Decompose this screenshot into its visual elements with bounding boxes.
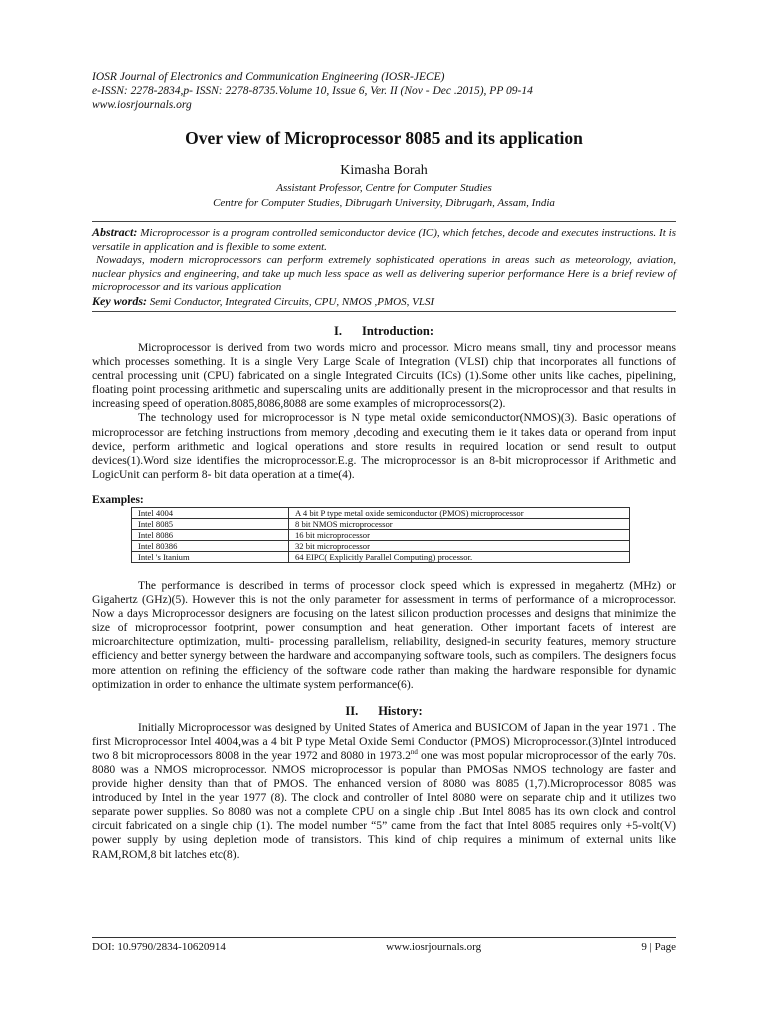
table-row xyxy=(132,507,630,518)
section-2-number: II. xyxy=(345,703,359,718)
abstract-text-1: Microprocessor is a program controlled semiconductor device (IC), which fetches, decode and executes instructions. It is versatile in application and is flexible to some extent. xyxy=(92,227,677,253)
chip-cell: Intel 8085 xyxy=(132,518,289,529)
history-text-a: Initially Microprocessor was designed by United States of America and BUSICOM of Japan in the year 1971 . The first Microprocessor Intel 4004,was a 4 bit P type Metal Oxide Semi Conductor (PMOS) Microprocessor.(3)Intel introduced two 8 bit microprocessors 8008 in the year 1972 and 8080 in 1973.2 xyxy=(92,720,676,762)
intro-paragraph-3: The performance is described in terms of processor clock speed which is expressed in megahertz (MHz) or Gigahertz (GHz)(5). However this is not the only parameter for assessment in terms of performance of a microprocessor. Now a days Microprocessor designers are focusing on the latest silicon production processes and designs that minimize the size of microprocessor footprint, power consumption and heat generation. Other important facets of interest are microarchitecture optimization, multi- processing parallelism, reliability, designed-in security features, memory structure efficiency and better synergy between the hardware and accompanying software tools, such as compilers. The designers focus more attention on refining the efficiency of the software code rather than making the hardware responsible for dynamic optimization in order to enhance the ultimate system performance(6). xyxy=(92,578,676,691)
page-footer xyxy=(92,937,676,953)
keywords-text: Semi Conductor, Integrated Circuits, CPU, NMOS ,PMOS, VLSI xyxy=(149,295,435,308)
section-1-title: Introduction: xyxy=(361,324,434,338)
chip-cell: Intel 80386 xyxy=(132,540,289,551)
journal-site[interactable]: www.iosrjournals.org xyxy=(92,99,192,111)
intro-paragraph-1: Microprocessor is derived from two words micro and processor. Micro means small, tiny and processor means which processes something. It is a single Very Large Scale of Integration (VLSI) chip that incorporates all functions of central processing unit (CPU) fabricated on a single Integrated Circuits (ICs) (1).Some other units like caches, pipelining, floating point processing arithmetic and superscaling units are additionally present in the microprocessor and that results in increasing speed of operation.8085,8086,8088 are some examples of microprocessors(2). xyxy=(92,341,676,411)
journal-issn: e-ISSN: 2278-2834,p- ISSN: 2278-8735.Volume 10, Issue 6, Ver. II (Nov - Dec .2015), PP 09-14 xyxy=(92,85,533,97)
desc-cell: 16 bit microprocessor xyxy=(289,529,630,540)
desc-cell: 32 bit microprocessor xyxy=(289,540,630,551)
journal-header xyxy=(92,70,676,112)
abstract-box xyxy=(92,221,676,312)
affiliation xyxy=(92,181,676,211)
author-name: Kimasha Borah xyxy=(340,163,428,178)
chip-cell: Intel 8086 xyxy=(132,529,289,540)
affiliation-line-2: Centre for Computer Studies, Dibrugarh University, Dibrugarh, Assam, India xyxy=(213,197,555,209)
desc-cell: A 4 bit P type metal oxide semiconductor (PMOS) microprocessor xyxy=(289,507,630,518)
section-2-heading xyxy=(92,704,676,719)
section-1-number: I. xyxy=(333,324,342,338)
examples-table xyxy=(131,507,630,563)
table-row xyxy=(132,540,630,551)
chip-cell: Intel 4004 xyxy=(132,507,289,518)
paper-title: Over view of Microprocessor 8085 and its application xyxy=(185,128,583,148)
affiliation-line-1: Assistant Professor, Centre for Computer Studies xyxy=(276,182,492,194)
table-row xyxy=(132,518,630,529)
abstract-label: Abstract: xyxy=(92,225,138,239)
section-2-title: History: xyxy=(378,703,423,718)
intro-paragraph-2: The technology used for microprocessor is N type metal oxide semiconductor(NMOS)(3). Basic operations of microprocessor are fetching instructions from memory ,decoding and executing them ie it takes data or operand from input device, perform arithmetic and logical operations and store results in required location or send result to output devices(1).Word size identifies the microprocessor.E.g. The microprocessor is an 8-bit microprocessor if Arithmetic and LogicUnit can perform 8- bit data operation at a time(4). xyxy=(92,411,676,481)
section-2-body xyxy=(92,721,676,862)
keywords-label: Key words: xyxy=(92,293,147,308)
ordinal-superscript: nd xyxy=(410,748,418,757)
chip-cell: Intel 's Itanium xyxy=(132,551,289,562)
footer-page-number: 9 | Page xyxy=(641,941,676,953)
history-paragraph-1 xyxy=(92,721,676,862)
table-row xyxy=(132,551,630,562)
section-1-heading xyxy=(92,324,676,339)
desc-cell: 8 bit NMOS microprocessor xyxy=(289,518,630,529)
section-1-body xyxy=(92,341,676,692)
footer-site[interactable]: www.iosrjournals.org xyxy=(386,941,482,953)
table-row xyxy=(132,529,630,540)
journal-name: IOSR Journal of Electronics and Communication Engineering (IOSR-JECE) xyxy=(92,71,445,83)
desc-cell: 64 EIPC( Explicitly Parallel Computing) processor. xyxy=(289,551,630,562)
paper-page xyxy=(92,70,676,862)
footer-doi: DOI: 10.9790/2834-10620914 xyxy=(92,941,226,953)
examples-label: Examples: xyxy=(92,493,144,506)
history-text-b: one was most popular microprocessor of the early 70s. 8080 was a NMOS microprocessor. NMOS microprocessor is popular than PMOSas NMOS technology are faster and provide higher density than that of PMOS. The enhanced version of 8080 was 8085 (1,7).Microprocessor 8085 was introduced by Intel in the year 1977 (8). The clock and controller of Intel 8080 were on separate chip and it utilizes two separate power supplies. So 8080 was not a complete CPU on a single chip .But Intel 8085 has its own clock and control circuit fabricated on a single chip (1). The model number “5” came from the fact that Intel 8085 requires only +5-volt(V) power supply by using depletion mode of transistors. This kind of chip requires a minimum of external units like RAM,ROM,8 bit latches etc(8). xyxy=(92,748,676,861)
abstract-text-2: Nowadays, modern microprocessors can perform extremely sophisticated operations in areas such as meteorology, aviation, nuclear physics and engineering, and take up much less space as well as delivering superior performance Here is a brief review of microprocessor and its various application xyxy=(92,254,676,293)
